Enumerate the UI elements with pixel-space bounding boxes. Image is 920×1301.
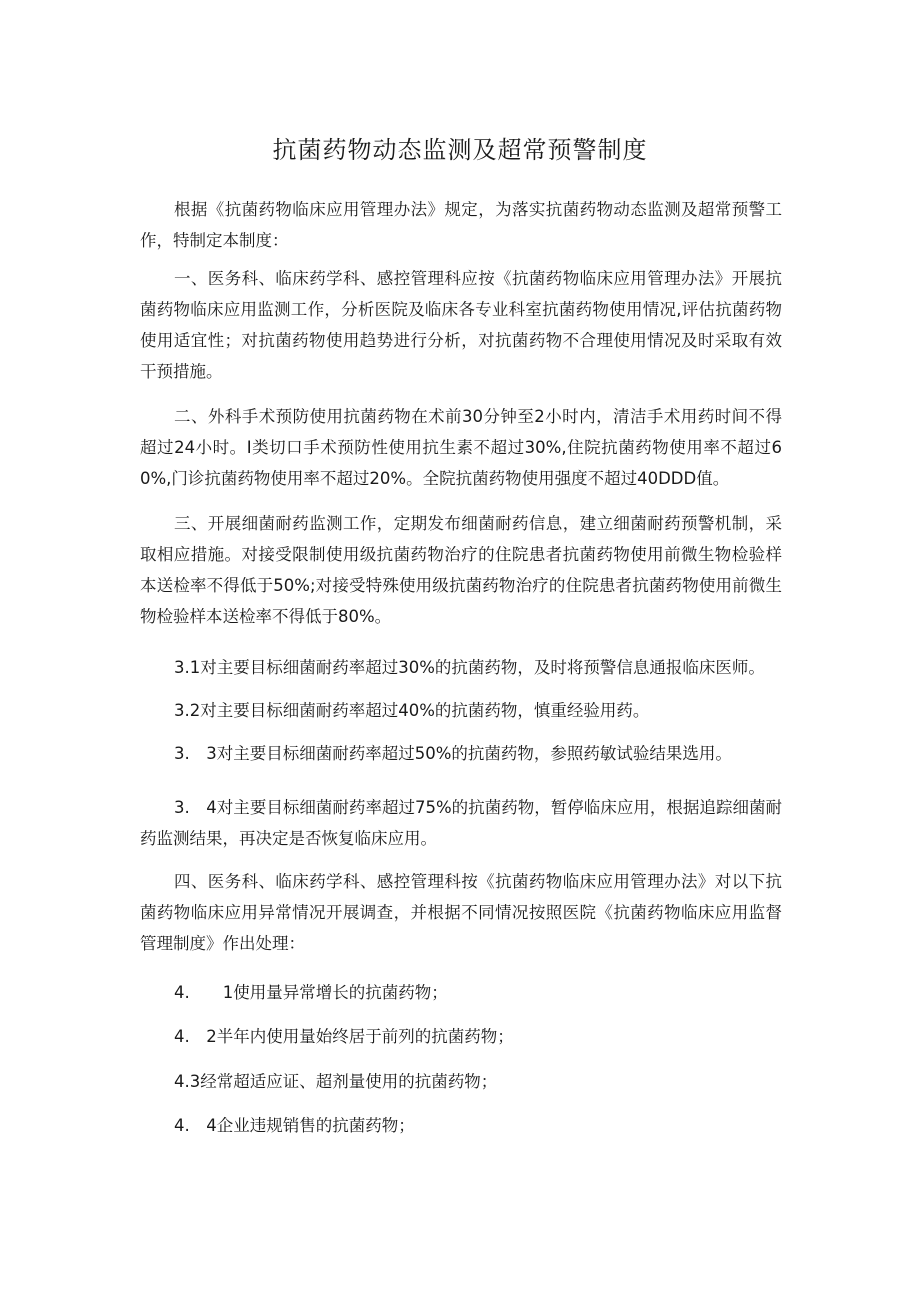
list-item-3-4: 3. 4对主要目标细菌耐药率超过75%的抗菌药物，暂停临床应用，根据追踪细菌耐药监测结果，再决定是否恢复临床应用。 bbox=[140, 798, 782, 848]
list-item-4-2: 4. 2半年内使用量始终居于前列的抗菌药物； bbox=[174, 1027, 514, 1046]
list-item-3-3: 3. 3对主要目标细菌耐药率超过50%的抗菌药物，参照药敏试验结果选用。 bbox=[174, 744, 732, 763]
paragraph-section-2: 二、外科手术预防使用抗菌药物在术前30分钟至2小时内，清洁手术用药时间不得超过24小时。I类切口手术预防性使用抗生素不超过30%,住院抗菌药物使用率不超过60%,门诊抗菌药物使用率不超过20%。全院抗菌药物使用强度不超过40DDD值。 bbox=[140, 407, 782, 488]
paragraph-intro: 根据《抗菌药物临床应用管理办法》规定，为落实抗菌药物动态监测及超常预警工作，特制定本制度： bbox=[140, 200, 782, 250]
list-item-3-1: 3.1对主要目标细菌耐药率超过30%的抗菌药物，及时将预警信息通报临床医师。 bbox=[174, 658, 765, 677]
list-item-4-1: 4. 1使用量异常增长的抗菌药物； bbox=[174, 983, 448, 1002]
list-item-3-2: 3.2对主要目标细菌耐药率超过40%的抗菌药物，慎重经验用药。 bbox=[174, 701, 650, 720]
paragraph-section-3: 三、开展细菌耐药监测工作，定期发布细菌耐药信息，建立细菌耐药预警机制，采取相应措施。对接受限制使用级抗菌药物治疗的住院患者抗菌药物使用前微生物检验样本送检率不得低于50%;对接受特殊使用级抗菌药物治疗的住院患者抗菌药物使用前微生物检验样本送检率不得低于80%。 bbox=[140, 514, 782, 626]
list-item-4-4: 4. 4企业违规销售的抗菌药物； bbox=[174, 1116, 415, 1135]
page-title: 抗菌药物动态监测及超常预警制度 bbox=[272, 136, 648, 164]
paragraph-section-1: 一、医务科、临床药学科、感控管理科应按《抗菌药物临床应用管理办法》开展抗菌药物临床应用监测工作，分析医院及临床各专业科室抗菌药物使用情况,评估抗菌药物使用适宜性；对抗菌药物使用趋势进行分析，对抗菌药物不合理使用情况及时采取有效干预措施。 bbox=[140, 269, 782, 381]
list-item-4-3: 4.3经常超适应证、超剂量使用的抗菌药物； bbox=[174, 1072, 498, 1091]
paragraph-section-4: 四、医务科、临床药学科、感控管理科按《抗菌药物临床应用管理办法》对以下抗菌药物临床应用异常情况开展调查，并根据不同情况按照医院《抗菌药物临床应用监督管理制度》作出处理： bbox=[140, 872, 782, 953]
